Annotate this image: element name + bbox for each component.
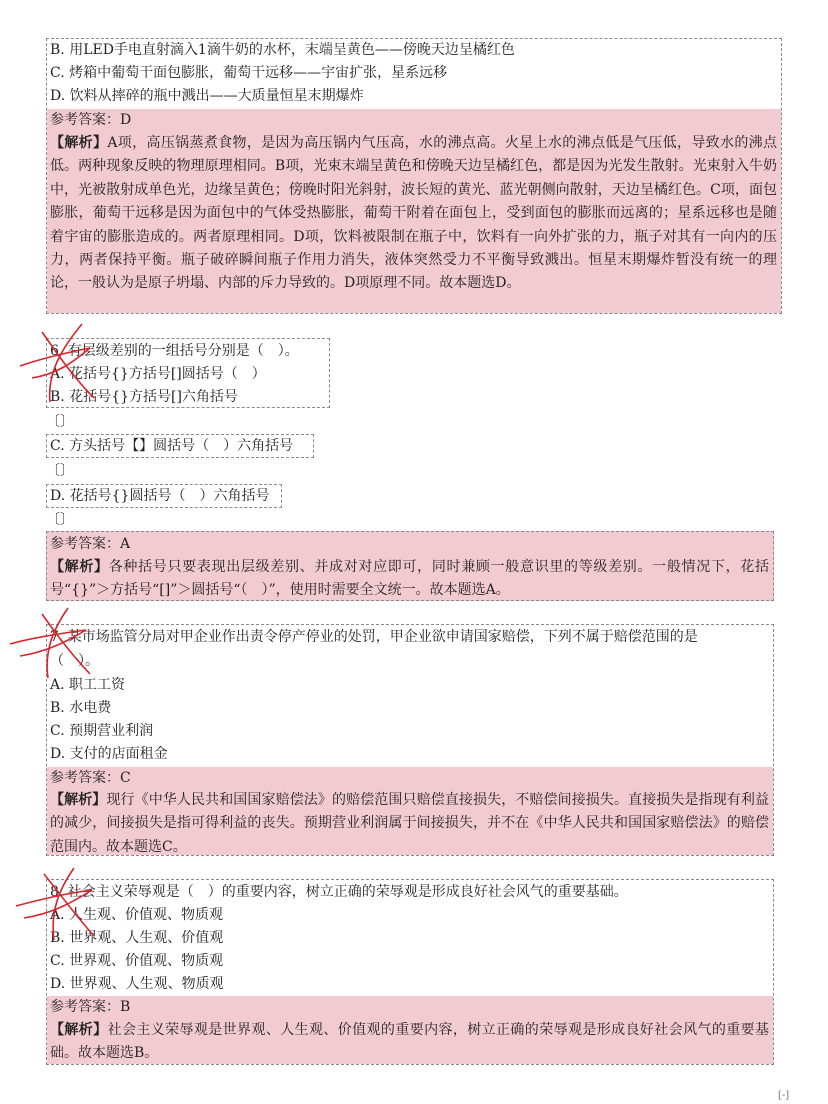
answer-section — [47, 109, 781, 313]
question-stem-line1: 7. 某市场监管分局对甲企业作出责令停产停业的处罚，甲企业欲申请国家赔偿，下列不属于赔偿范围的是 — [50, 629, 698, 645]
question-7-block — [46, 624, 774, 856]
answer-section — [47, 767, 773, 855]
option-a: A. 花括号{}方括号[]圆括号（ ） — [50, 366, 266, 382]
reference-answer: 参考答案：C — [50, 770, 131, 786]
answer-section-6 — [46, 531, 774, 601]
option-c: C. 烤箱中葡萄干面包膨胀，葡萄干远移——宇宙扩张，星系远移 — [50, 65, 448, 81]
option-b-tail: 〔〕 — [46, 414, 74, 430]
analysis-tag: 【解析】 — [50, 1022, 108, 1038]
option-c-tail: 〔〕 — [46, 463, 74, 479]
analysis-tag: 【解析】 — [50, 559, 109, 575]
analysis-text — [47, 556, 773, 603]
option-d-box — [46, 484, 282, 508]
analysis-tag: 【解析】 — [50, 792, 107, 808]
page-corner-mark: [-] — [778, 1090, 790, 1101]
reference-answer: 参考答案：B — [50, 999, 131, 1015]
option-b: B. 水电费 — [50, 700, 112, 716]
question-8-block — [46, 879, 774, 1065]
analysis-body: 现行《中华人民共和国国家赔偿法》的赔偿范围只赔偿直接损失，不赔偿间接损失。直接损失是指现有利益的减少，间接损失是指可得利益的丧失。预期营业利润属于间接损失，并不在《中华人民共和国国家赔偿法》的赔偿范围内。故本题选C。 — [50, 792, 770, 855]
option-c-box — [46, 434, 314, 458]
analysis-body: A项，高压锅蒸煮食物，是因为高压锅内气压高，水的沸点高。火星上水的沸点低是气压低，导致水的沸点低。两种现象反映的物理原理相同。B项，光束末端呈黄色和傍晚天边呈橘红色，都是因为光发生散射。光束射入牛奶中，光被散射成单色光，边缘呈黄色；傍晚时阳光斜射，波长短的黄光、蓝光朝侧向散射，天边呈橘红色。C项，面包膨胀，葡萄干远移是因为面包中的气体受热膨胀，葡萄干附着在面包上，受到面包的膨胀而远离的；星系远移也是随着宇宙的膨胀造成的。两者原理相同。D项，饮料被限制在瓶子中，饮料有一向外扩张的力，瓶子对其有一向内的压力，两者保持平衡。瓶子破碎瞬间瓶子作用力消失，液体突然受力不平衡导致溅出。恒星末期爆炸暂没有统一的理论，一般认为是原子坍塌、内部的斥力导致的。D项原理不同。故本题选D。 — [50, 135, 778, 292]
analysis-body: 社会主义荣辱观是世界观、人生观、价值观的重要内容，树立正确的荣辱观是形成良好社会风气的重要基础。故本题选B。 — [50, 1022, 770, 1062]
option-b: B. 花括号{}方括号[]六角括号 — [50, 389, 238, 405]
option-d-tail: 〔〕 — [46, 512, 74, 528]
option-d: D. 世界观、人生观、物质观 — [50, 976, 224, 992]
analysis-text — [47, 132, 781, 296]
option-a: A. 人生观、价值观、物质观 — [50, 907, 224, 923]
question-6-block — [46, 338, 330, 408]
reference-answer: 参考答案：A — [50, 536, 131, 552]
option-a: A. 职工工资 — [50, 677, 126, 693]
option-d: D. 饮料从摔碎的瓶中溅出——大质量恒星末期爆炸 — [50, 88, 364, 104]
answer-section — [47, 996, 773, 1064]
option-b: B. 用LED手电直射滴入1滴牛奶的水杯，末端呈黄色——傍晚天边呈橘红色 — [50, 42, 515, 58]
question-stem-line2: （ ）。 — [50, 653, 99, 669]
reference-answer: 参考答案：D — [50, 112, 132, 128]
analysis-tag: 【解析】 — [50, 135, 108, 151]
analysis-text — [47, 1019, 773, 1066]
question-stem: 6. 有层级差别的一组括号分别是（ ）。 — [50, 343, 299, 359]
analysis-text — [47, 789, 773, 859]
option-c: C. 预期营业利润 — [50, 723, 154, 739]
analysis-body: 各种括号只要表现出层级差别、并成对对应即可，同时兼顾一般意识里的等级差别。一般情况下，花括号“{}”＞方括号“[]”＞圆括号“（ ）”，使用时需要全文统一。故本题选A。 — [50, 559, 769, 599]
option-c: C. 方头括号【】圆括号（ ）六角括号 — [50, 438, 294, 454]
option-d: D. 支付的店面租金 — [50, 746, 168, 762]
option-c: C. 世界观、价值观、物质观 — [50, 953, 224, 969]
option-b: B. 世界观、人生观、价值观 — [50, 930, 224, 946]
question-5-block — [46, 38, 782, 314]
option-d: D. 花括号{}圆括号（ ）六角括号 — [50, 488, 270, 504]
question-stem: 8. 社会主义荣辱观是（ ）的重要内容，树立正确的荣辱观是形成良好社会风气的重要基础。 — [50, 884, 628, 900]
